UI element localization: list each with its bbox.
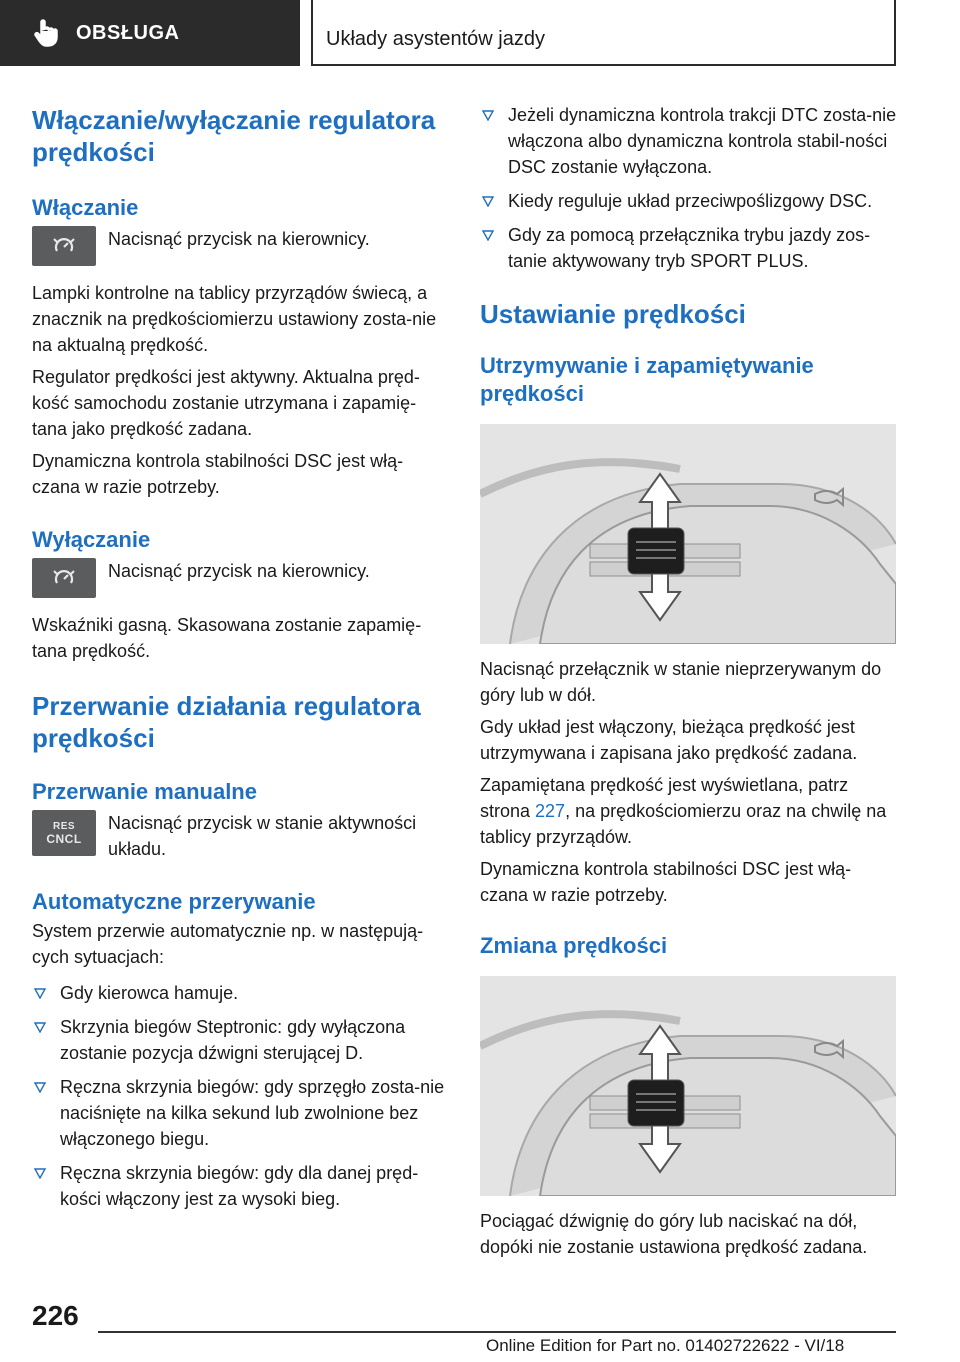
triangle-bullet-icon (482, 230, 494, 241)
list-item: Gdy kierowca hamuje. (32, 980, 450, 1006)
header-underline (311, 64, 896, 66)
header-divider-right (894, 0, 896, 66)
auto-intro: System przerwie automatycznie np. w następują-cych sytuacjach: (32, 921, 424, 967)
triangle-bullet-icon (482, 196, 494, 207)
heading-on: Włączanie (32, 195, 139, 220)
change-paragraph-1: Pociągać dźwignię do góry lub naciskać na dół, dopóki nie zostanie ustawiona prędkość zadana. (480, 1211, 868, 1257)
cncl-label: CNCL (46, 832, 82, 846)
triangle-bullet-icon (34, 988, 46, 999)
on-paragraph-2: Regulator prędkości jest aktywny. Aktualna pręd-kość samochodu zostanie utrzymana i zapamię-tana jako prędkość zadana. (32, 367, 420, 439)
list-item: Jeżeli dynamiczna kontrola trakcji DTC zosta-nie włączona albo dynamiczna kontrola stabil-ności DSC zostanie wyłączona. (480, 102, 898, 180)
steering-wheel-switch-illustration (480, 976, 896, 1196)
list-item: Kiedy reguluje układ przeciwpoślizgowy DSC. (480, 188, 898, 214)
hold-paragraph-4: Dynamiczna kontrola stabilności DSC jest włą-czana w razie potrzeby. (480, 859, 852, 905)
on-paragraph-1: Lampki kontrolne na tablicy przyrządów świecą, a znacznik na prędkościomierzu ustawiony zosta-nie na aktualną prędkość. (32, 283, 437, 355)
page-title: Układy asystentów jazdy (326, 28, 545, 50)
off-paragraph-1: Wskaźniki gasną. Skasowana zostanie zapamię-tana prędkość. (32, 615, 422, 661)
triangle-bullet-icon (482, 110, 494, 121)
cruise-control-button-icon (32, 226, 96, 266)
list-item: Ręczna skrzynia biegów: gdy sprzęgło zosta-nie naciśnięte na kilka sekund lub zwolnione bez włączonego biegu. (32, 1074, 450, 1152)
on-instruction-row (32, 226, 450, 266)
page-number: 226 (32, 1300, 79, 1331)
heading-on-off: Włączanie/wyłączanie regulatora prędkości (32, 105, 436, 167)
triangle-bullet-icon (34, 1082, 46, 1093)
steering-wheel-photo-2 (480, 976, 896, 1196)
off-instruction: Nacisnąć przycisk na kierownicy. (108, 561, 370, 581)
triangle-bullet-icon (34, 1022, 46, 1033)
list-item: Skrzynia biegów Steptronic: gdy wyłączona zostanie pozycja dźwigni sterującej D. (32, 1014, 450, 1066)
manual-instruction: Nacisnąć przycisk w stanie aktywności układu. (108, 813, 417, 859)
hold-paragraph-3: Zapamiętana prędkość jest wyświetlana, patrz strona 227, na prędkościomierzu oraz na chwilę na tablicy przyrządów. (480, 775, 887, 847)
list-item: Ręczna skrzynia biegów: gdy dla danej pręd-kości włączony jest za wysoki bieg. (32, 1160, 450, 1212)
heading-set-speed: Ustawianie prędkości (480, 299, 746, 329)
speedometer-icon (51, 235, 77, 257)
right-column (480, 100, 898, 1260)
auto-list-continued (480, 102, 898, 274)
heading-manual: Przerwanie manualne (32, 779, 257, 804)
hand-icon (30, 17, 62, 49)
left-column (32, 100, 450, 1212)
page-reference-link[interactable]: 227 (535, 801, 566, 821)
heading-hold: Utrzymywanie i zapamiętywanie prędkości (480, 353, 814, 406)
res-label: RES (52, 821, 76, 832)
cruise-control-button-icon (32, 558, 96, 598)
auto-list (32, 980, 450, 1212)
section-tab (0, 0, 300, 66)
section-label: OBSŁUGA (76, 21, 180, 44)
triangle-bullet-icon (34, 1168, 46, 1179)
steering-wheel-photo-1 (480, 424, 896, 644)
heading-off: Wyłączanie (32, 527, 151, 552)
hold-paragraph-2: Gdy układ jest włączony, bieżąca prędkość jest utrzymywana i zapisana jako prędkość zadana. (480, 717, 858, 763)
hold-paragraph-1: Nacisnąć przełącznik w stanie nieprzerywanym do góry lub w dół. (480, 659, 882, 705)
manual-instruction-row (32, 810, 450, 862)
list-item: Gdy za pomocą przełącznika trybu jazdy zos-tanie aktywowany tryb SPORT PLUS. (480, 222, 898, 274)
on-paragraph-3: Dynamiczna kontrola stabilności DSC jest włą-czana w razie potrzeby. (32, 451, 404, 497)
speedometer-icon (51, 567, 77, 589)
heading-interrupt: Przerwanie działania regulatora prędkości (32, 691, 421, 753)
header-divider (311, 0, 313, 66)
res-cncl-button-icon (32, 810, 96, 856)
steering-wheel-switch-illustration (480, 424, 896, 644)
off-instruction-row (32, 558, 450, 598)
footer-rule (98, 1331, 896, 1333)
edition-note: Online Edition for Part no. 01402722622 - VI/18 (486, 1336, 845, 1355)
on-instruction: Nacisnąć przycisk na kierownicy. (108, 229, 370, 249)
heading-auto: Automatyczne przerywanie (32, 889, 316, 914)
heading-change-speed: Zmiana prędkości (480, 933, 668, 958)
